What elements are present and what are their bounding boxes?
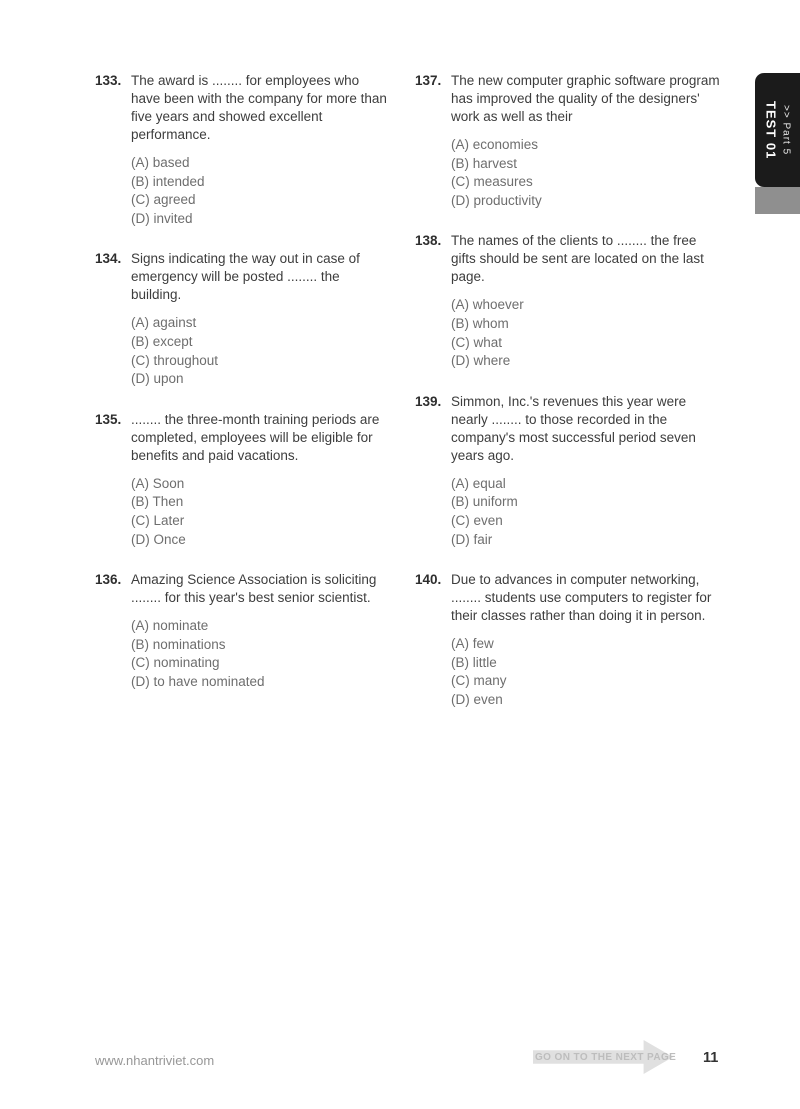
answer-option-c: (C) measures [451, 174, 533, 190]
answer-option-a: (A) Soon [131, 475, 185, 491]
footer-website-url: www.nhantriviet.com [95, 1053, 215, 1068]
answer-option-c: (C) even [451, 512, 503, 528]
question-136 [95, 571, 387, 691]
answer-option-b: (B) intended [131, 173, 205, 189]
answer-option-c: (C) many [451, 673, 507, 689]
answer-options [451, 635, 720, 709]
answer-option-d: (D) to have nominated [131, 673, 265, 689]
answer-option-c: (C) agreed [131, 192, 196, 208]
answer-option-a: (A) equal [451, 475, 506, 491]
question-text: Simmon, Inc.'s revenues this year were nearly ........ to those recorded in the company's most successful period seven years ago. [451, 393, 696, 463]
question-137 [415, 72, 720, 210]
answer-option-d: (D) productivity [451, 192, 542, 208]
answer-options [451, 136, 720, 210]
answer-options [131, 617, 387, 691]
tab-test-label: TEST 01 [763, 100, 779, 160]
answer-option-a: (A) nominate [131, 618, 209, 634]
question-text: The names of the clients to ........ the free gifts should be sent are located on the last page. [451, 233, 704, 285]
answer-option-d: (D) upon [131, 371, 184, 387]
answer-option-b: (B) Then [131, 494, 184, 510]
question-text: Amazing Science Association is soliciting ........ for this year's best senior scientist. [131, 572, 377, 606]
question-number: 133. [95, 73, 122, 88]
answer-options [451, 475, 720, 549]
answer-option-c: (C) what [451, 334, 503, 350]
page-number: 11 [703, 1050, 719, 1066]
question-text: ........ the three-month training periods are completed, employees will be eligible for benefits and paid vacations. [131, 411, 380, 463]
question-text: Due to advances in computer networking, ........ students use computers to register for their classes rather than doing it in person. [451, 572, 712, 624]
question-number: 137. [415, 73, 442, 88]
answer-option-c: (C) nominating [131, 655, 220, 671]
answer-option-d: (D) even [451, 691, 503, 707]
answer-option-b: (B) little [451, 654, 497, 670]
answer-option-a: (A) whoever [451, 297, 524, 313]
question-column-left [95, 72, 387, 714]
answer-option-a: (A) against [131, 315, 197, 331]
question-number: 139. [415, 393, 442, 409]
answer-option-d: (D) where [451, 353, 511, 369]
question-text: The new computer graphic software program has improved the quality of the designers' work as well as their [451, 73, 720, 124]
question-text: Signs indicating the way out in case of emergency will be posted ........ the building. [131, 251, 360, 303]
question-140 [415, 571, 720, 709]
answer-options [451, 296, 720, 370]
question-number: 135. [95, 411, 122, 427]
question-135 [95, 411, 387, 549]
question-text: The award is ........ for employees who have been with the company for more than five years and showed excellent performance. [131, 73, 387, 142]
question-number: 138. [415, 233, 442, 249]
answer-option-a: (A) few [451, 636, 494, 652]
answer-options [131, 154, 387, 228]
question-number: 136. [95, 572, 122, 588]
answer-option-d: (D) fair [451, 531, 493, 547]
answer-option-a: (A) economies [451, 137, 539, 152]
answer-option-b: (B) harvest [451, 155, 518, 171]
question-134 [95, 250, 387, 388]
next-page-label: GO ON TO THE NEXT PAGE [535, 1052, 677, 1063]
answer-options [131, 314, 387, 388]
question-139 [415, 393, 720, 549]
answer-option-c: (C) Later [131, 512, 185, 528]
answer-option-a: (A) based [131, 155, 190, 170]
question-number: 134. [95, 251, 122, 267]
answer-option-b: (B) nominations [131, 636, 226, 652]
question-133 [95, 72, 387, 228]
go-on-next-page [533, 1040, 677, 1074]
tab-extension-strip [755, 187, 800, 214]
answer-option-c: (C) throughout [131, 352, 219, 368]
test-part-tab [755, 73, 800, 187]
answer-option-d: (D) invited [131, 210, 193, 226]
question-column-right [415, 72, 720, 732]
answer-option-b: (B) except [131, 333, 193, 349]
answer-option-d: (D) Once [131, 531, 186, 547]
answer-option-b: (B) uniform [451, 494, 518, 510]
answer-option-b: (B) whom [451, 315, 509, 331]
question-138 [415, 232, 720, 370]
answer-options [131, 475, 387, 549]
question-number: 140. [415, 572, 442, 588]
tab-part-label: >> Part 5 [780, 104, 792, 156]
